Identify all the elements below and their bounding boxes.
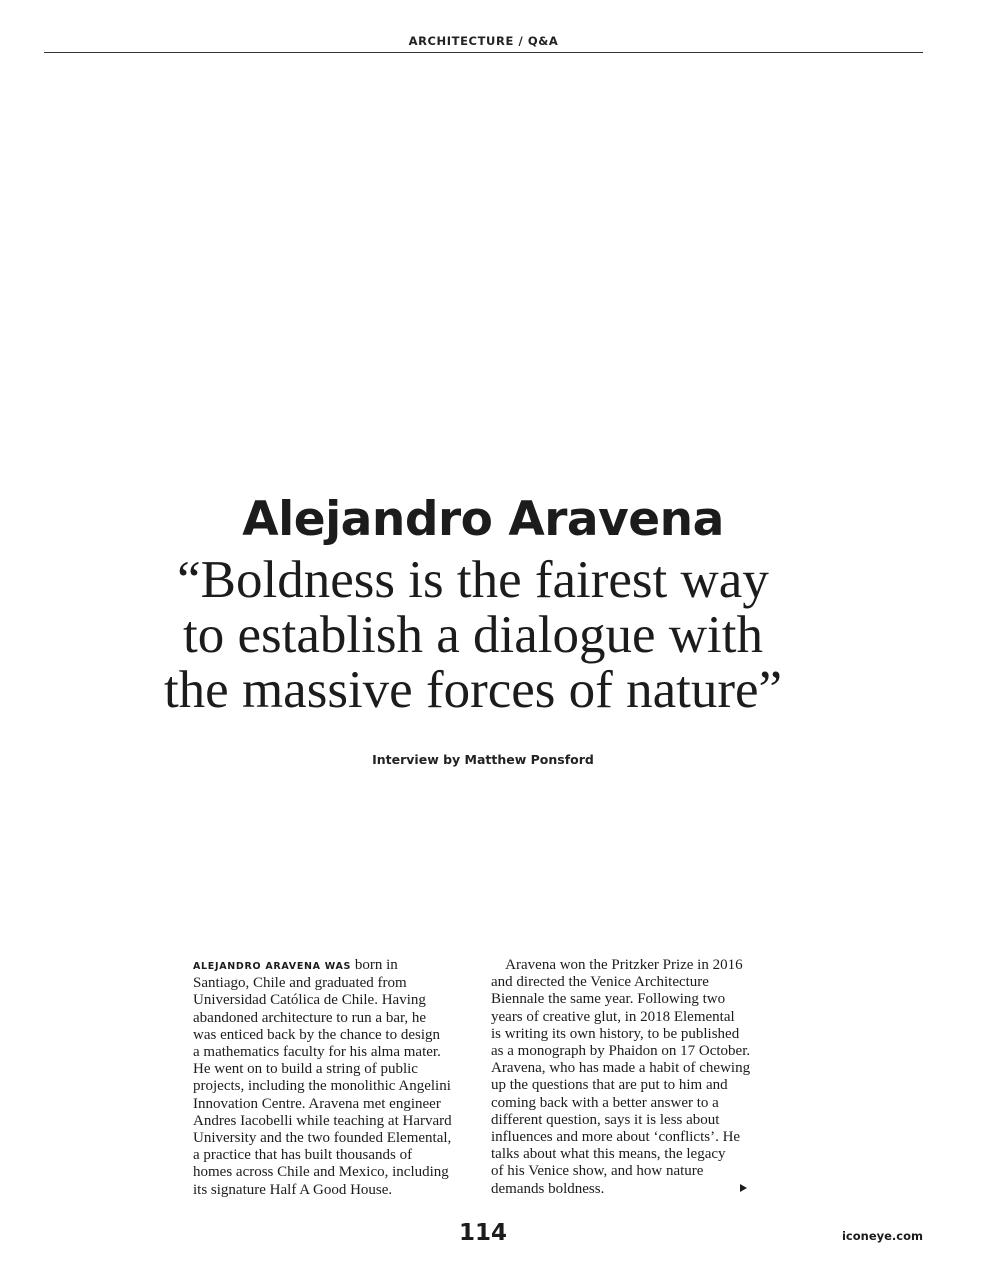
page-number: 114 (458, 1220, 507, 1246)
quote-line: the massive forces of nature” (163, 661, 783, 719)
lead-in: ALEJANDRO ARAVENA WAS (193, 961, 352, 972)
body-line: Santiago, Chile and graduated from (193, 975, 407, 992)
body-line: talks about what this means, the legacy (491, 1146, 726, 1163)
quote-line: “Boldness is the fairest way (177, 551, 769, 609)
body-line: demands boldness. (491, 1180, 605, 1197)
body-line: Biennale the same year. Following two (491, 991, 726, 1008)
body-line: University and the two founded Elemental, (193, 1130, 452, 1147)
body-line: and directed the Venice Architecture (491, 974, 709, 991)
quote-line: to establish a dialogue with (183, 606, 763, 664)
interviewee-name: Alejandro Aravena (242, 492, 724, 547)
body-line: ALEJANDRO ARAVENA WAS born in (193, 957, 398, 973)
byline: Interview by Matthew Ponsford (372, 752, 594, 767)
body-line: homes across Chile and Mexico, including (193, 1164, 449, 1181)
website-url: iconeye.com (841, 1229, 923, 1243)
body-line: Universidad Católica de Chile. Having (193, 992, 426, 1009)
body-column-left (193, 957, 483, 1199)
body-line: He went on to build a string of public (193, 1061, 418, 1078)
body-line: Aravena, who has made a habit of chewing (491, 1060, 751, 1077)
body-line: was enticed back by the chance to design (193, 1026, 440, 1043)
body-line: influences and more about ‘conflicts’. He (491, 1129, 741, 1146)
continue-arrow-icon (740, 1184, 747, 1192)
body-line: up the questions that are put to him and (491, 1077, 728, 1094)
body-line: a mathematics faculty for his alma mater. (193, 1044, 441, 1061)
body-line: abandoned architecture to run a bar, he (193, 1009, 427, 1026)
headline-quote (0, 553, 946, 718)
body-line: is writing its own history, to be published (491, 1025, 740, 1042)
body-line: Andres Iacobelli while teaching at Harvard (193, 1112, 452, 1129)
body-line: of his Venice show, and how nature (491, 1163, 704, 1180)
body-line: its signature Half A Good House. (193, 1181, 393, 1198)
section-label: ARCHITECTURE / Q&A (408, 34, 559, 48)
body-line: a practice that has built thousands of (193, 1147, 413, 1164)
body-line: Innovation Centre. Aravena met engineer (193, 1095, 441, 1112)
body-line: coming back with a better answer to a (491, 1094, 719, 1111)
header-rule (44, 52, 923, 53)
body-line: Aravena won the Pritzker Prize in 2016 (491, 957, 743, 973)
body-line: years of creative glut, in 2018 Elemental (491, 1008, 735, 1025)
body-line: projects, including the monolithic Angelini (193, 1078, 451, 1095)
body-column-right (491, 957, 781, 1198)
body-line: as a monograph by Phaidon on 17 October. (491, 1043, 751, 1060)
body-line: different question, says it is less about (491, 1111, 720, 1128)
